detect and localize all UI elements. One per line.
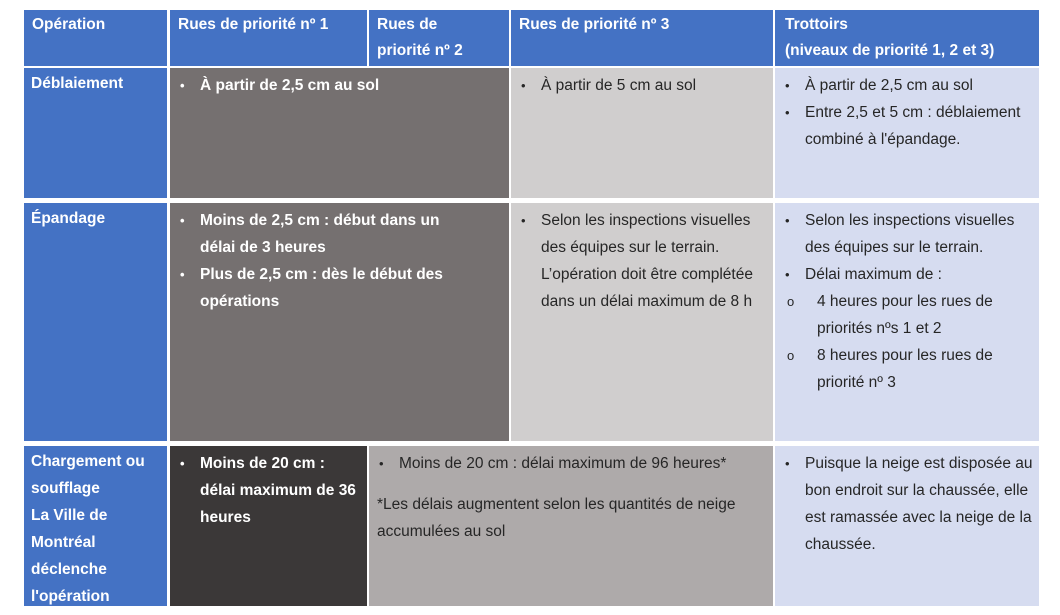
list-item: • Moins de 20 cm : délai maximum de 36 heures: [178, 450, 361, 531]
bullet-icon: •: [180, 456, 185, 471]
header-priority-2-label: Rues de priorité nº 2: [377, 16, 463, 59]
bullet-icon: •: [785, 213, 790, 228]
header-priority-2: [369, 10, 509, 66]
chargement-label-line: déclenche: [31, 561, 107, 578]
list-item: o 4 heures pour les rues de priorités nºs 1 et 2: [783, 288, 1033, 342]
row-label-epandage: [24, 203, 167, 441]
list-item: • À partir de 2,5 cm au sol: [178, 72, 503, 99]
header-sidewalks-line2: (niveaux de priorité 1, 2 et 3): [785, 42, 995, 59]
cell-deblaiement-priority-3: [511, 68, 773, 198]
header-priority-1-label: Rues de priorité nº 1: [178, 16, 329, 33]
header-priority-1: [170, 10, 367, 66]
list-item: • Selon les inspections visuelles des équipes sur le terrain. L’opération doit être complétée dans un délai maximum de 8 h: [519, 207, 767, 315]
header-sidewalks: [775, 10, 1039, 66]
bullet-icon: •: [180, 267, 185, 282]
list-item: • À partir de 2,5 cm au sol: [783, 72, 1033, 99]
cell-chargement-priority-1: [170, 446, 367, 606]
list-item: • À partir de 5 cm au sol: [519, 72, 767, 99]
cell-chargement-sidewalks: [775, 446, 1039, 606]
chargement-label-line: soufflage: [31, 480, 100, 497]
circle-bullet-icon: o: [787, 348, 795, 363]
list-item: • Délai maximum de :: [783, 261, 1033, 288]
cell-deblaiement-priority-1-2: [170, 68, 509, 198]
list-item: • Selon les inspections visuelles des équipes sur le terrain.: [783, 207, 1033, 261]
list-item: • Entre 2,5 et 5 cm : déblaiement combiné à l'épandage.: [783, 99, 1033, 153]
header-operation-label: Opération: [32, 16, 106, 33]
chargement-label-line: Chargement ou: [31, 453, 145, 470]
bullet-icon: •: [785, 456, 790, 471]
list-item: • Moins de 20 cm : délai maximum de 96 heures*: [377, 450, 767, 477]
row-label-deblaiement: [24, 68, 167, 198]
cell-epandage-priority-1-2: [170, 203, 509, 441]
list-item: • Plus de 2,5 cm : dès le début des opérations: [178, 261, 479, 315]
cell-epandage-sidewalks: [775, 203, 1039, 441]
epandage-label: Épandage: [31, 210, 106, 227]
bullet-icon: •: [521, 78, 526, 93]
chargement-label-line: Montréal: [31, 534, 96, 551]
deblaiement-label: Déblaiement: [31, 75, 124, 92]
cell-chargement-priority-2-3: [369, 446, 773, 606]
row-label-chargement: [24, 446, 167, 606]
bullet-icon: •: [180, 213, 185, 228]
cell-epandage-priority-3: [511, 203, 773, 441]
bullet-icon: •: [785, 78, 790, 93]
list-item: o 8 heures pour les rues de priorité nº 3: [783, 342, 1033, 396]
chargement-note: *Les délais augmentent selon les quantités de neige accumulées au sol: [377, 496, 736, 540]
list-item: • Puisque la neige est disposée au bon endroit sur la chaussée, elle est ramassée avec la neige de la chaussée.: [783, 450, 1033, 558]
bullet-icon: •: [521, 213, 526, 228]
bullet-icon: •: [785, 267, 790, 282]
circle-bullet-icon: o: [787, 294, 795, 309]
cell-deblaiement-sidewalks: [775, 68, 1039, 198]
header-sidewalks-line1: Trottoirs: [785, 16, 848, 33]
bullet-icon: •: [785, 105, 790, 120]
chargement-label-line: La Ville de: [31, 507, 108, 524]
chargement-label-line: l'opération: [31, 588, 110, 605]
bullet-icon: •: [180, 78, 185, 93]
list-item: • Moins de 2,5 cm : début dans un délai de 3 heures: [178, 207, 479, 261]
header-priority-3: [511, 10, 773, 66]
bullet-icon: •: [379, 456, 384, 471]
header-operation: [24, 10, 167, 66]
header-priority-3-label: Rues de priorité nº 3: [519, 16, 670, 33]
